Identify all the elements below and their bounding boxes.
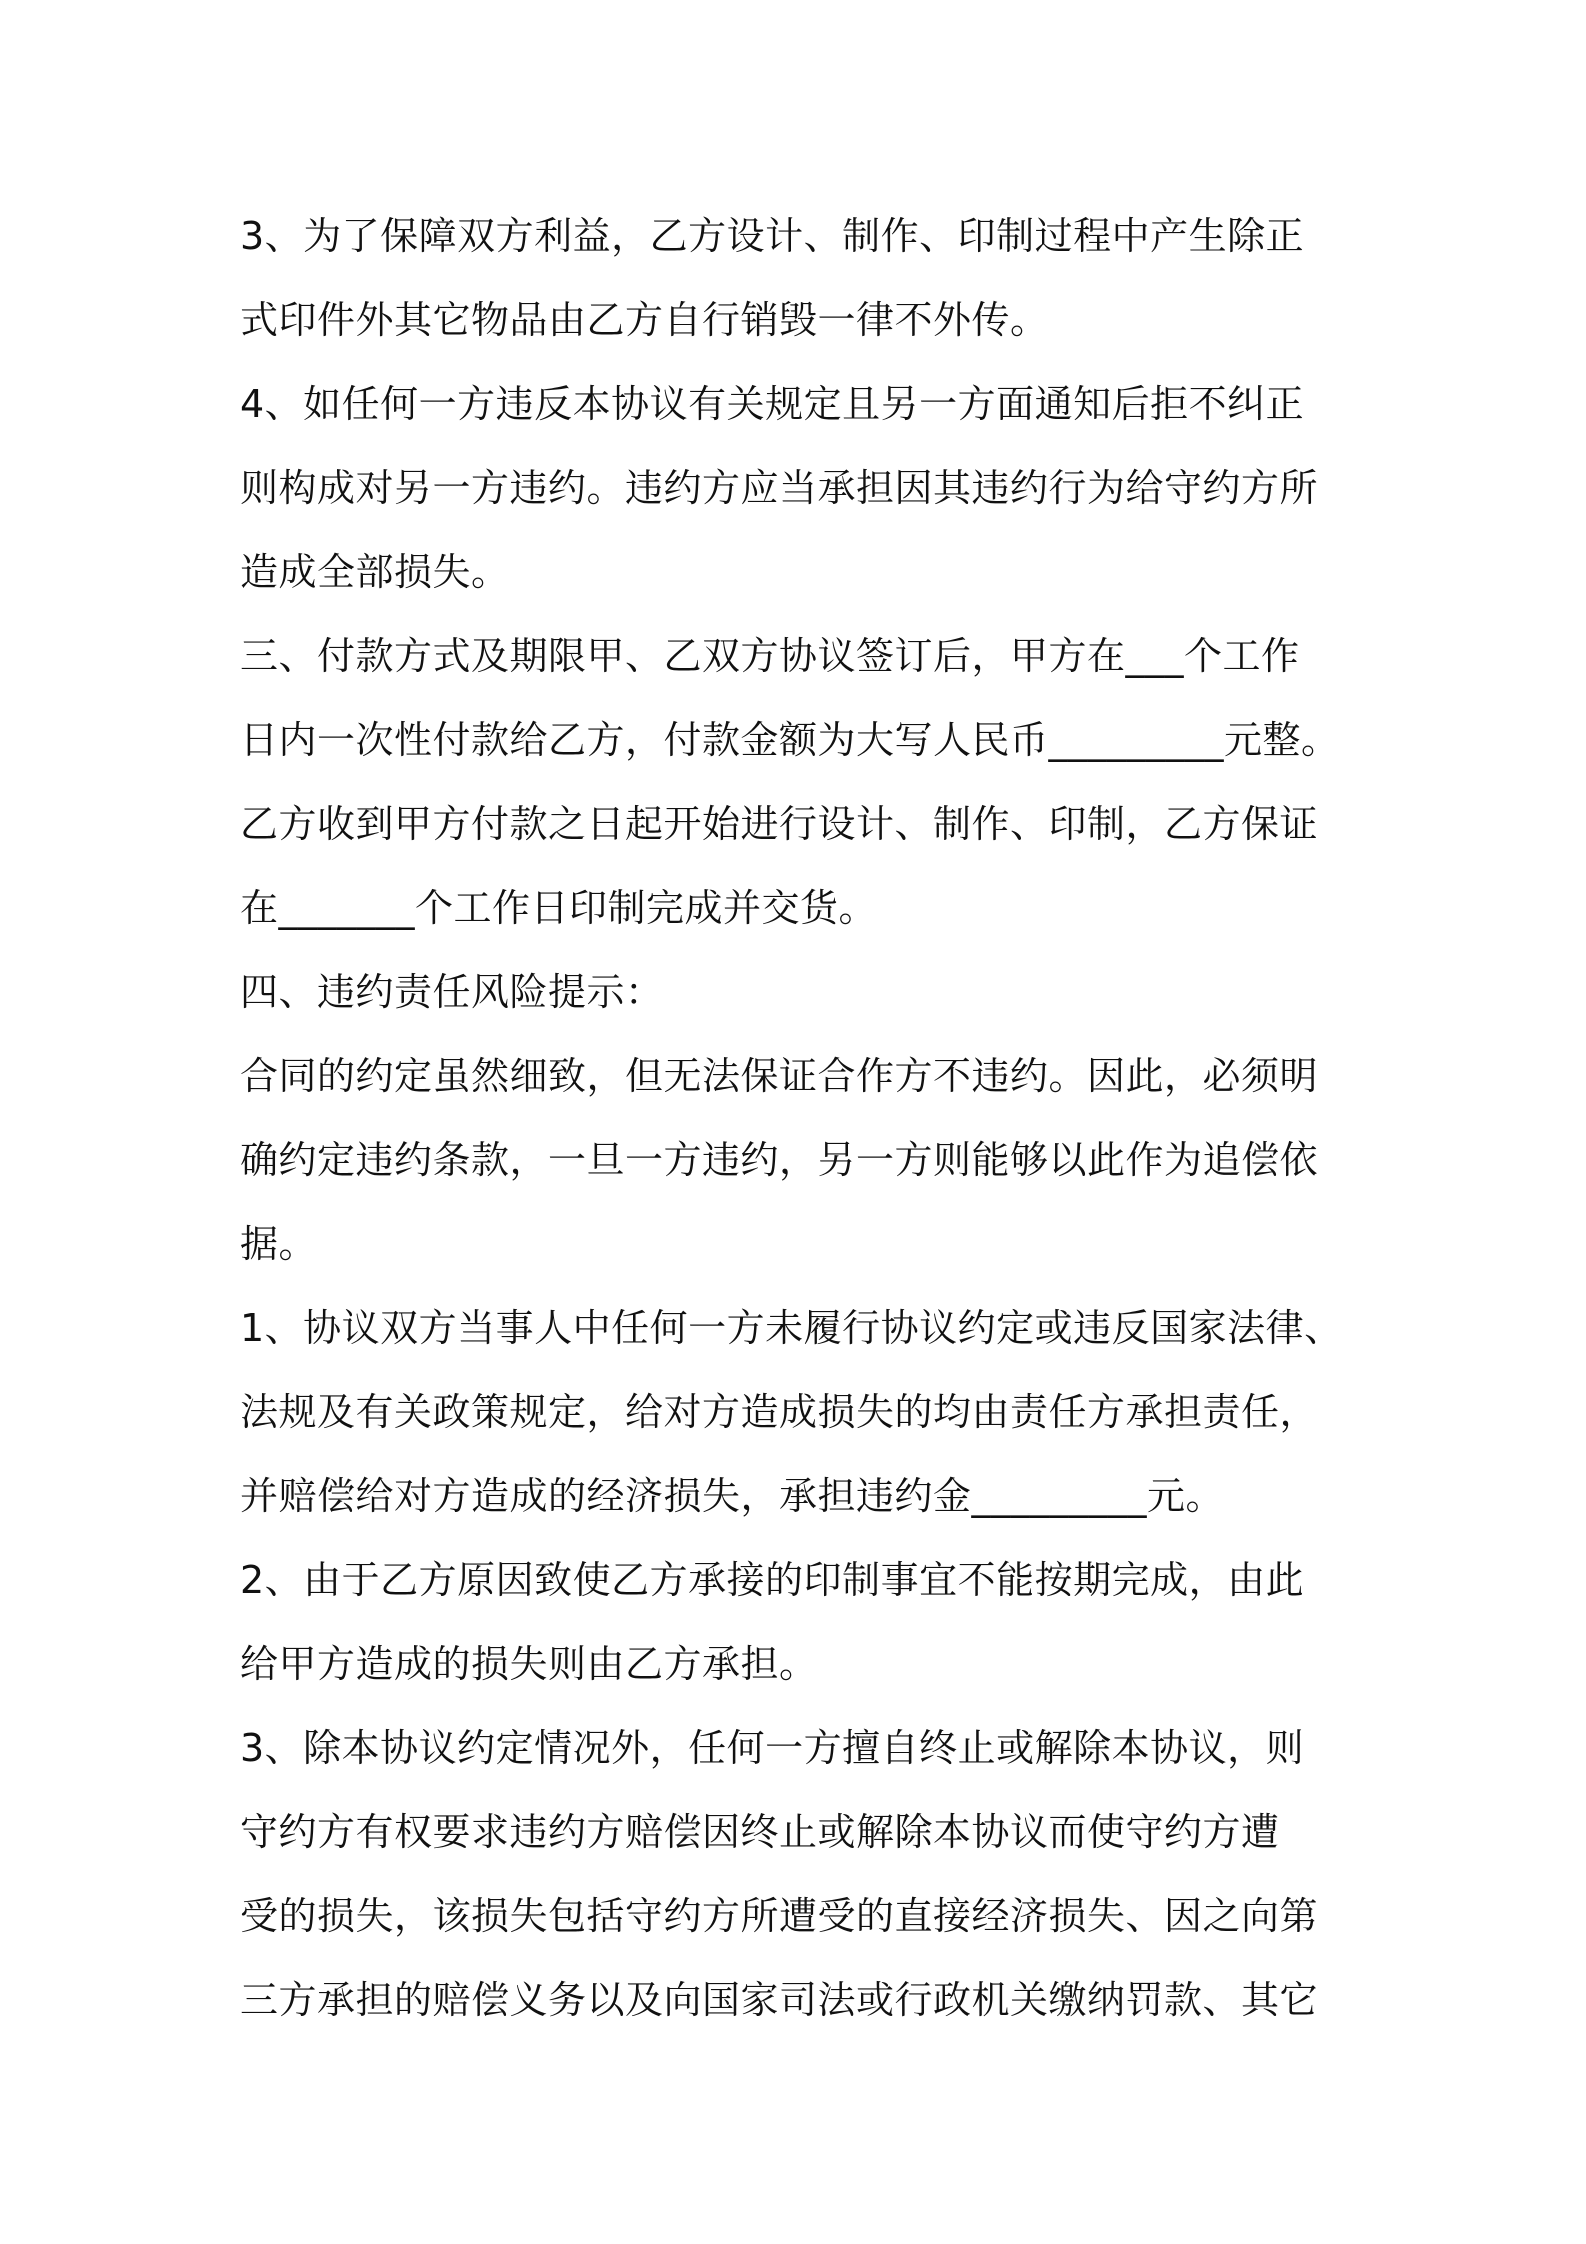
text-line: 受的损失，该损失包括守约方所遭受的直接经济损失、因之向第 [240,1894,1319,1938]
text-line: 确约定违约条款，一旦一方违约，另一方则能够以此作为追偿依 [240,1138,1319,1182]
text-line: 4、如任何一方违反本协议有关规定且另一方面通知后拒不纠正 [240,382,1305,426]
text-line: 守约方有权要求违约方赔偿因终止或解除本协议而使守约方遭 [240,1810,1280,1854]
text-line: 式印件外其它物品由乙方自行销毁一律不外传。 [240,298,1049,342]
text-line: 造成全部损失。 [240,550,510,594]
text-line: 2、由于乙方原因致使乙方承接的印制事宜不能按期完成，由此 [240,1558,1305,1602]
text-line: 给甲方造成的损失则由乙方承担。 [240,1642,818,1686]
section-heading: 四、违约责任风险提示： [240,970,664,1014]
text-line: 1、协议双方当事人中任何一方未履行协议约定或违反国家法律、 [240,1306,1343,1350]
text-line: 法规及有关政策规定，给对方造成损失的均由责任方承担责任， [240,1390,1319,1434]
text-line: 3、为了保障双方利益，乙方设计、制作、印制过程中产生除正 [240,214,1305,258]
text-line: 日内一次性付款给乙方，付款金额为大写人民币_________元整。 [240,718,1340,762]
text-line: 则构成对另一方违约。违约方应当承担因其违约行为给守约方所 [240,466,1319,510]
text-line: 并赔偿给对方造成的经济损失，承担违约金_________元。 [240,1474,1225,1518]
text-line: 合同的约定虽然细致，但无法保证合作方不违约。因此，必须明 [240,1054,1319,1098]
text-line: 乙方收到甲方付款之日起开始进行设计、制作、印制，乙方保证 [240,802,1319,846]
text-line: 据。 [240,1222,318,1266]
document-body [240,194,1360,2042]
text-line: 三方承担的赔偿义务以及向国家司法或行政机关缴纳罚款、其它 [240,1978,1319,2022]
text-line: 三、付款方式及期限甲、乙双方协议签订后，甲方在___个工作 [240,634,1300,678]
text-line: 3、除本协议约定情况外，任何一方擅自终止或解除本协议，则 [240,1726,1305,1770]
text-line: 在_______个工作日印制完成并交货。 [240,886,878,930]
